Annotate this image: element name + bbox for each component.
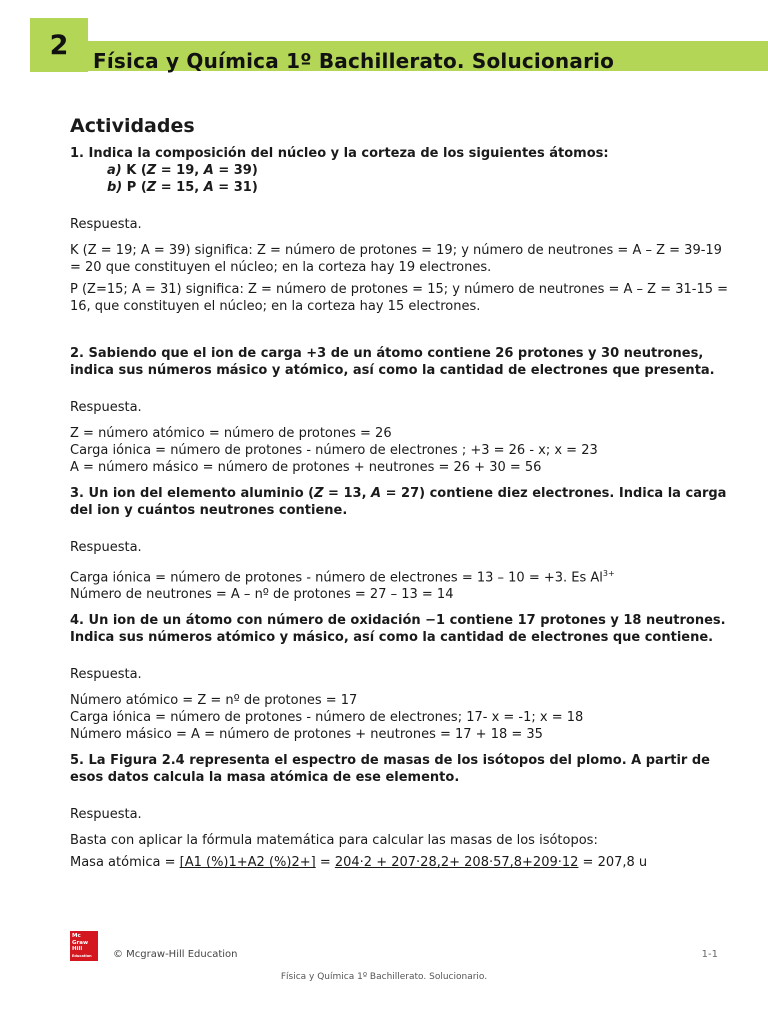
answer-3-line-2: Número de neutrones = A – nº de protones = 27 – 13 = 14 [70, 587, 454, 603]
question-3: 3. Un ion del elemento aluminio (Z = 13, A = 27) contiene diez electrones. Indica la carga del ion y cuántos neutrones contiene. [70, 486, 727, 518]
answer-4-line-3: Número másico = A = número de protones + neutrones = 17 + 18 = 35 [70, 727, 543, 743]
answer-2-line-1: Z = número atómico = número de protones = 26 [70, 426, 392, 441]
question-2: 2. Sabiendo que el ion de carga +3 de un átomo contiene 26 protones y 30 neutrones, indica sus números másico y atómico, así como la cantidad de electrones que presenta. [70, 346, 715, 378]
answer-label-3: Respuesta. [70, 540, 142, 555]
question-4: 4. Un ion de un átomo con número de oxidación −1 contiene 17 protones y 18 neutrones. Indica sus números atómico y másico, así como la cantidad de electrones que contiene. [70, 613, 726, 646]
footer-copyright: © Mcgraw-Hill Education [113, 949, 238, 960]
question-5: 5. La Figura 2.4 representa el espectro de masas de los isótopos del plomo. A partir de esos datos calcula la masa atómica de ese elemento. [70, 753, 710, 786]
answer-3-line-1: Carga iónica = número de protones - número de electrones = 13 – 10 = +3. Es $Al^{3+}$ [70, 569, 615, 586]
question-1: 1. Indica la composición del núcleo y la corteza de los siguientes átomos: [70, 146, 609, 161]
answer-label-5: Respuesta. [70, 807, 142, 823]
answer-4-line-1: Número atómico = Z = nº de protones = 17 [70, 693, 358, 709]
chapter-number: 2 [30, 18, 88, 72]
publisher-logo: Mc Graw Hill Education [70, 931, 98, 961]
footer-title: Física y Química 1º Bachillerato. Solucionario. [280, 972, 488, 982]
answer-5-line-1: Basta con aplicar la fórmula matemática para calcular las masas de los isótopos: [70, 833, 598, 849]
answer-4-line-2: Carga iónica = número de protones - número de electrones; 17- x = -1; x = 18 [70, 710, 584, 726]
answer-label-2: Respuesta. [70, 400, 142, 415]
question-1-b: b) P (Z = 15, A = 31) [107, 180, 258, 195]
answer-2-line-2: Carga iónica = número de protones - número de electrones ; +3 = 26 - x; x = 23 [70, 443, 598, 458]
answer-5-formula: Masa atómica = [A1 (%)1+A2 (%)2+] = 204·2 + 207·28,2+ 208·57,8+209·12 = 207,8 u [70, 855, 648, 871]
answer-2-line-3: A = número másico = número de protones + neutrones = 26 + 30 = 56 [70, 460, 542, 475]
main-content [70, 114, 730, 871]
footer-page-number: 1-1 [701, 949, 718, 960]
answer-label-1: Respuesta. [70, 217, 142, 232]
question-1-a: a) K (Z = 19, A = 39) [107, 163, 258, 178]
section-title: Actividades [70, 115, 195, 137]
answer-1-line-1: K (Z = 19; A = 39) significa: Z = número de protones = 19; y número de neutrones = A – Z = 39-19 = 20 que constituyen el núcleo; en la corteza hay 19 electrones. [70, 243, 722, 275]
answer-1-line-2: P (Z=15; A = 31) significa: Z = número de protones = 15; y número de neutrones = A – Z = 31-15 = 16, que constituyen el núcleo; en la corteza hay 15 electrones. [70, 282, 729, 314]
page-title: Física y Química 1º Bachillerato. Solucionario [93, 49, 615, 73]
answer-label-4: Respuesta. [70, 667, 142, 683]
